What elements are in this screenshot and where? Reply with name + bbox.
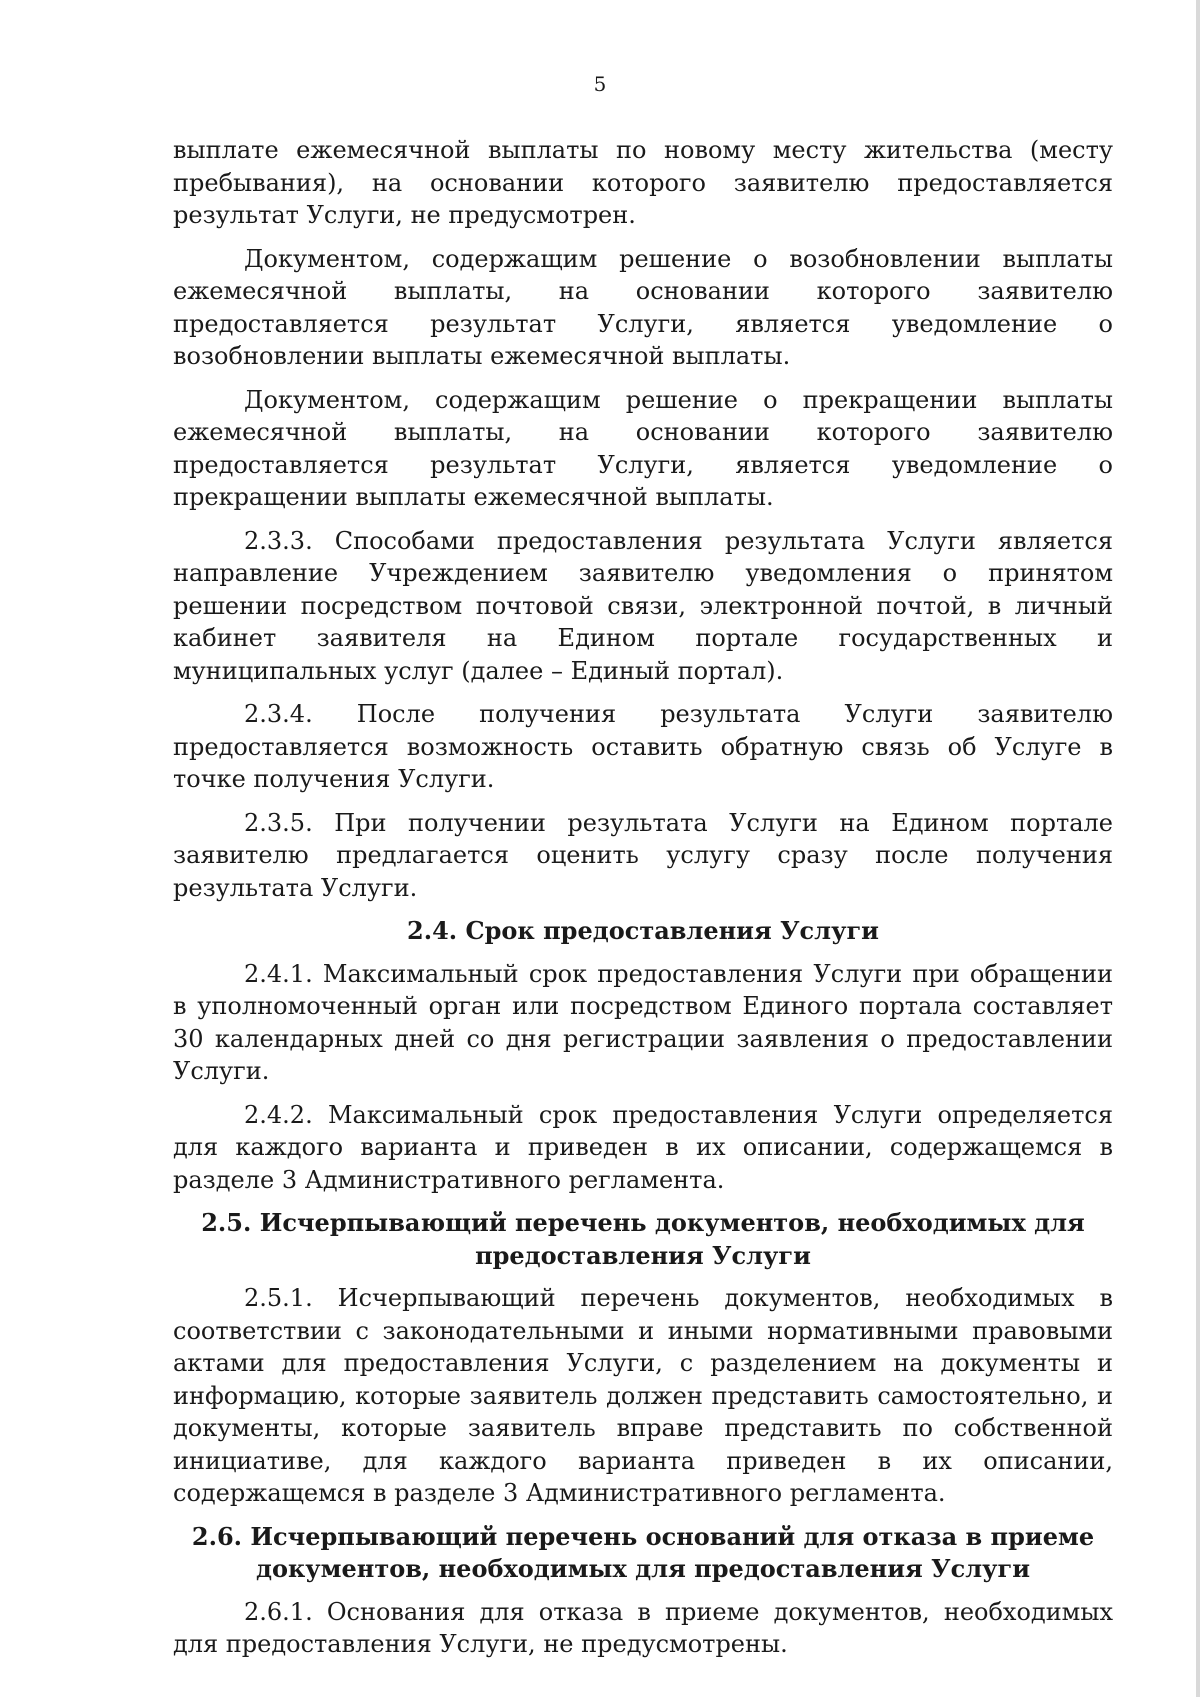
section-heading-2-5 <box>173 1207 1113 1272</box>
paragraph-2-3-4: 2.3.4. После получения результата Услуги заявителю предоставляется возможность оставить обратную связь об Услуге в точке получения Услуги. <box>173 700 1113 793</box>
paragraph-2-4-1: 2.4.1. Максимальный срок предоставления Услуги при обращении в уполномоченный орган или посредством Единого портала составляет 30 календарных дней со дня регистрации заявления о предоставлении Услуги. <box>173 959 1113 1085</box>
paragraph-termination-notice: Документом, содержащим решение о прекращении выплаты ежемесячной выплаты, на основании которого заявителю предоставляется результат Услуги, является уведомление о прекращении выплаты ежемесячной выплаты. <box>173 385 1113 511</box>
page-edge <box>1196 0 1200 1697</box>
paragraph-2-5-1: 2.5.1. Исчерпывающий перечень документов, необходимых в соответствии с законодательными и иными нормативными правовыми актами для предоставления Услуги, с разделением на документы и информацию, которые заявитель должен представить самостоятельно, и документы, которые заявитель вправе представить по собственной инициативе, для каждого варианта приведен в их описании, содержащемся в разделе 3 Административного регламента. <box>173 1284 1113 1507</box>
paragraph-2-6-1: 2.6.1. Основания для отказа в приеме документов, необходимых для предоставления Услуги, не предусмотрены. <box>173 1597 1113 1658</box>
section-heading-2-5-line-1: 2.5. Исчерпывающий перечень документов, необходимых для <box>201 1208 1085 1237</box>
paragraph-resumption-notice: Документом, содержащим решение о возобновлении выплаты ежемесячной выплаты, на основании которого заявителю предоставляется результат Услуги, является уведомление о возобновлении выплаты ежемесячной выплаты. <box>173 244 1113 370</box>
paragraph-continuation: выплате ежемесячной выплаты по новому месту жительства (месту пребывания), на основании которого заявителю предоставляется результат Услуги, не предусмотрен. <box>173 136 1113 229</box>
section-heading-2-6-line-2: документов, необходимых для предоставления Услуги <box>255 1554 1031 1583</box>
section-heading-2-6-line-1: 2.6. Исчерпывающий перечень оснований для отказа в приеме <box>191 1521 1095 1551</box>
paragraph-2-3-3: 2.3.3. Способами предоставления результата Услуги является направление Учреждением заявителю уведомления о принятом решении посредством почтовой связи, электронной почтой, в личный кабинет заявителя на Едином портале государственных и муниципальных услуг (далее – Единый портал). <box>173 526 1113 685</box>
page-number: 5 <box>593 72 607 96</box>
section-heading-2-6 <box>173 1521 1113 1586</box>
document-body <box>173 134 1113 1672</box>
paragraph-2-4-2: 2.4.2. Максимальный срок предоставления Услуги определяется для каждого варианта и приведен в их описании, содержащемся в разделе 3 Административного регламента. <box>173 1100 1113 1194</box>
paragraph-2-3-5: 2.3.5. При получении результата Услуги на Едином портале заявителю предлагается оценить услугу сразу после получения результата Услуги. <box>173 808 1113 902</box>
section-heading-2-5-line-2: предоставления Услуги <box>475 1240 811 1270</box>
section-heading-2-4: 2.4. Срок предоставления Услуги <box>407 916 879 945</box>
